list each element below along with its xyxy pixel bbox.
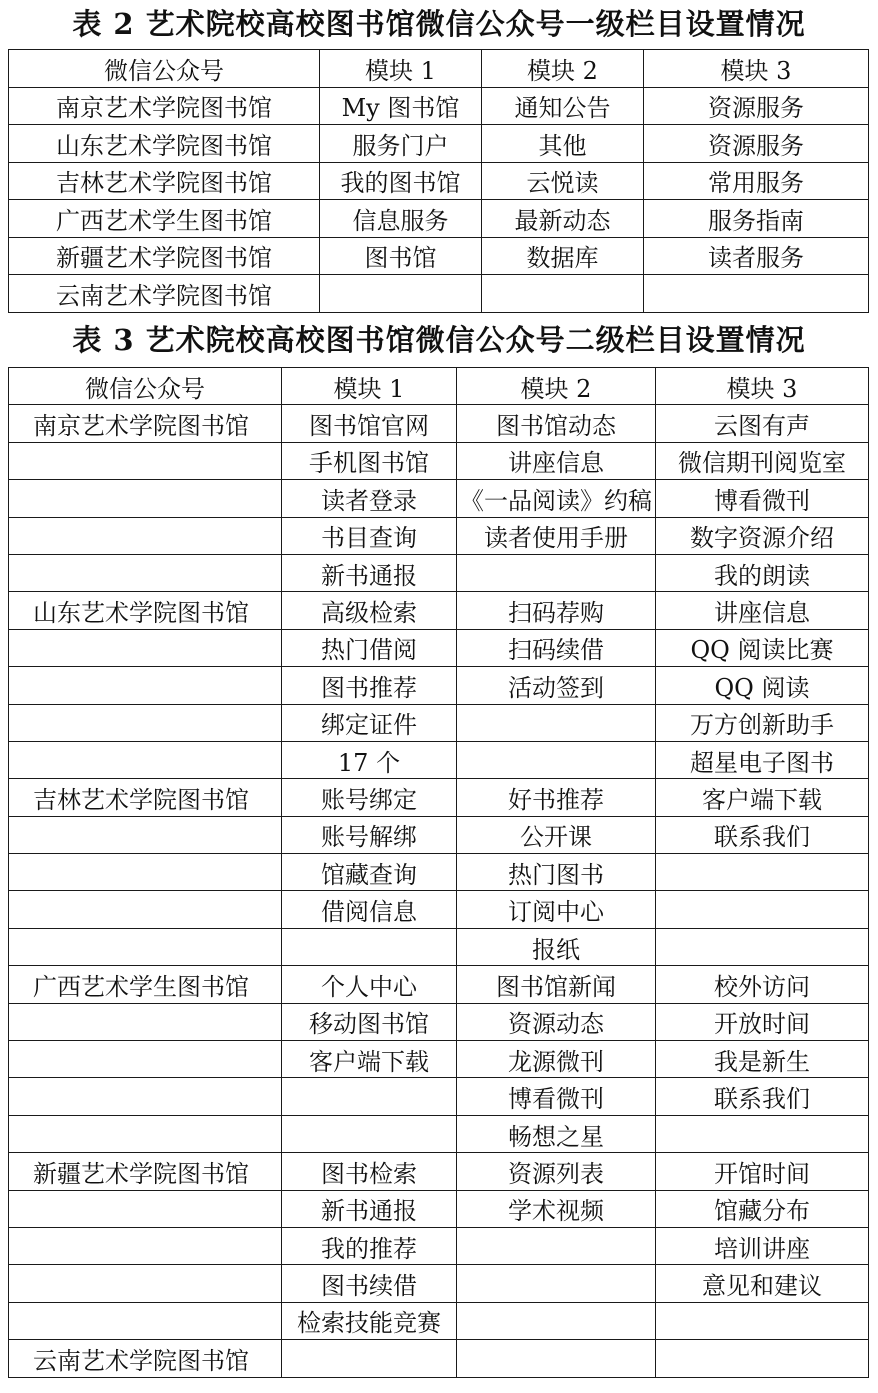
module-cell: 馆藏查询 xyxy=(282,854,457,891)
table2 xyxy=(8,49,869,313)
module-cell: 好书推荐 xyxy=(457,779,656,816)
module-cell: 云图有声 xyxy=(656,405,869,442)
table-row xyxy=(9,704,869,741)
module-cell: 资源服务 xyxy=(644,125,869,163)
account-name-cell: 南京艺术学院图书馆 xyxy=(9,405,282,442)
account-name-cell xyxy=(9,1041,282,1078)
account-name-cell: 广西艺术学生图书馆 xyxy=(9,966,282,1003)
account-name-cell xyxy=(9,1265,282,1302)
account-name-cell: 新疆艺术学院图书馆 xyxy=(9,1153,282,1190)
module-cell: 信息服务 xyxy=(320,200,482,238)
table-row xyxy=(9,162,869,200)
module-cell: 联系我们 xyxy=(656,1078,869,1115)
table3-header-cell: 模块 1 xyxy=(282,368,457,405)
table2-header-cell: 模块 3 xyxy=(644,50,869,88)
module-cell: 讲座信息 xyxy=(457,442,656,479)
module-cell: 培训讲座 xyxy=(656,1227,869,1264)
table-row xyxy=(9,1265,869,1302)
table3 xyxy=(8,367,869,1378)
module-cell: 图书续借 xyxy=(282,1265,457,1302)
module-cell: 讲座信息 xyxy=(656,592,869,629)
table2-caption: 表 2 艺术院校高校图书馆微信公众号一级栏目设置情况 xyxy=(72,7,806,41)
table-row xyxy=(9,1153,869,1190)
table-row xyxy=(9,592,869,629)
module-cell: 图书馆新闻 xyxy=(457,966,656,1003)
module-cell: 书目查询 xyxy=(282,517,457,554)
module-cell: 客户端下载 xyxy=(656,779,869,816)
module-cell: 博看微刊 xyxy=(457,1078,656,1115)
table-row xyxy=(9,1041,869,1078)
module-cell xyxy=(457,1340,656,1377)
module-cell xyxy=(282,1340,457,1377)
module-cell xyxy=(457,741,656,778)
module-cell: 我是新生 xyxy=(656,1041,869,1078)
table2-header-cell: 模块 1 xyxy=(320,50,482,88)
module-cell xyxy=(282,928,457,965)
module-cell xyxy=(656,854,869,891)
table-row xyxy=(9,1115,869,1152)
module-cell: 活动签到 xyxy=(457,667,656,704)
module-cell: 资源动态 xyxy=(457,1003,656,1040)
module-cell: 客户端下载 xyxy=(282,1041,457,1078)
module-cell: 微信期刊阅览室 xyxy=(656,442,869,479)
table-row xyxy=(9,87,869,125)
module-cell: 订阅中心 xyxy=(457,891,656,928)
module-cell xyxy=(656,1340,869,1377)
module-cell: 热门图书 xyxy=(457,854,656,891)
module-cell: 扫码续借 xyxy=(457,629,656,666)
module-cell: QQ 阅读比赛 xyxy=(656,629,869,666)
module-cell: 我的朗读 xyxy=(656,554,869,591)
module-cell: 图书馆动态 xyxy=(457,405,656,442)
module-cell: 博看微刊 xyxy=(656,480,869,517)
table-row xyxy=(9,928,869,965)
module-cell: 开放时间 xyxy=(656,1003,869,1040)
table-row xyxy=(9,442,869,479)
module-cell: 数字资源介绍 xyxy=(656,517,869,554)
module-cell: 服务指南 xyxy=(644,200,869,238)
module-cell: 学术视频 xyxy=(457,1190,656,1227)
table-row xyxy=(9,1302,869,1339)
module-cell: 图书馆 xyxy=(320,237,482,275)
table-row xyxy=(9,667,869,704)
module-cell: 畅想之星 xyxy=(457,1115,656,1152)
table-row xyxy=(9,480,869,517)
account-name-cell xyxy=(9,442,282,479)
table-row xyxy=(9,275,869,313)
account-name-cell: 新疆艺术学院图书馆 xyxy=(9,237,320,275)
module-cell xyxy=(457,1265,656,1302)
table-row xyxy=(9,891,869,928)
module-cell: 万方创新助手 xyxy=(656,704,869,741)
account-name-cell: 吉林艺术学院图书馆 xyxy=(9,779,282,816)
module-cell: QQ 阅读 xyxy=(656,667,869,704)
module-cell xyxy=(457,1227,656,1264)
table-row xyxy=(9,1340,869,1377)
account-name-cell xyxy=(9,928,282,965)
module-cell: 资源服务 xyxy=(644,87,869,125)
module-cell: 馆藏分布 xyxy=(656,1190,869,1227)
account-name-cell xyxy=(9,480,282,517)
table-row xyxy=(9,966,869,1003)
module-cell: 校外访问 xyxy=(656,966,869,1003)
module-cell: 我的图书馆 xyxy=(320,162,482,200)
module-cell: 借阅信息 xyxy=(282,891,457,928)
table-row xyxy=(9,1190,869,1227)
table-row xyxy=(9,1003,869,1040)
account-name-cell xyxy=(9,1115,282,1152)
account-name-cell xyxy=(9,1078,282,1115)
module-cell: 我的推荐 xyxy=(282,1227,457,1264)
module-cell: 图书推荐 xyxy=(282,667,457,704)
account-name-cell xyxy=(9,816,282,853)
account-name-cell xyxy=(9,741,282,778)
table-row xyxy=(9,1078,869,1115)
table-row xyxy=(9,816,869,853)
account-name-cell xyxy=(9,1227,282,1264)
account-name-cell xyxy=(9,891,282,928)
account-name-cell xyxy=(9,1003,282,1040)
module-cell: 超星电子图书 xyxy=(656,741,869,778)
account-name-cell: 广西艺术学生图书馆 xyxy=(9,200,320,238)
table-row xyxy=(9,405,869,442)
account-name-cell: 云南艺术学院图书馆 xyxy=(9,275,320,313)
account-name-cell xyxy=(9,629,282,666)
table-row xyxy=(9,200,869,238)
module-cell xyxy=(457,1302,656,1339)
module-cell: 绑定证件 xyxy=(282,704,457,741)
module-cell: 《一品阅读》约稿 xyxy=(457,480,656,517)
module-cell xyxy=(656,891,869,928)
module-cell: 报纸 xyxy=(457,928,656,965)
module-cell xyxy=(656,928,869,965)
module-cell xyxy=(282,1115,457,1152)
table-row xyxy=(9,629,869,666)
table-row xyxy=(9,854,869,891)
module-cell: 图书馆官网 xyxy=(282,405,457,442)
table-row xyxy=(9,554,869,591)
module-cell: 常用服务 xyxy=(644,162,869,200)
table3-header-row xyxy=(9,368,869,405)
module-cell: 图书检索 xyxy=(282,1153,457,1190)
module-cell xyxy=(644,275,869,313)
table-row xyxy=(9,125,869,163)
account-name-cell: 山东艺术学院图书馆 xyxy=(9,592,282,629)
table-row xyxy=(9,741,869,778)
table3-header-cell: 模块 2 xyxy=(457,368,656,405)
table2-header-row xyxy=(9,50,869,88)
module-cell: 检索技能竞赛 xyxy=(282,1302,457,1339)
module-cell: 扫码荐购 xyxy=(457,592,656,629)
module-cell xyxy=(656,1115,869,1152)
module-cell: 开馆时间 xyxy=(656,1153,869,1190)
module-cell: 热门借阅 xyxy=(282,629,457,666)
module-cell: 新书通报 xyxy=(282,1190,457,1227)
module-cell xyxy=(457,554,656,591)
module-cell: 服务门户 xyxy=(320,125,482,163)
account-name-cell xyxy=(9,667,282,704)
module-cell: 读者服务 xyxy=(644,237,869,275)
table-row xyxy=(9,517,869,554)
table2-header-cell: 模块 2 xyxy=(482,50,644,88)
account-name-cell xyxy=(9,704,282,741)
module-cell: 17 个 xyxy=(282,741,457,778)
module-cell: 通知公告 xyxy=(482,87,644,125)
account-name-cell: 吉林艺术学院图书馆 xyxy=(9,162,320,200)
account-name-cell: 云南艺术学院图书馆 xyxy=(9,1340,282,1377)
module-cell: My 图书馆 xyxy=(320,87,482,125)
account-name-cell xyxy=(9,1190,282,1227)
table-row xyxy=(9,779,869,816)
account-name-cell xyxy=(9,1302,282,1339)
module-cell: 读者使用手册 xyxy=(457,517,656,554)
table2-header-cell: 微信公众号 xyxy=(9,50,320,88)
module-cell: 最新动态 xyxy=(482,200,644,238)
module-cell: 数据库 xyxy=(482,237,644,275)
module-cell: 其他 xyxy=(482,125,644,163)
module-cell: 公开课 xyxy=(457,816,656,853)
account-name-cell: 山东艺术学院图书馆 xyxy=(9,125,320,163)
module-cell: 资源列表 xyxy=(457,1153,656,1190)
module-cell xyxy=(656,1302,869,1339)
module-cell: 账号解绑 xyxy=(282,816,457,853)
module-cell: 个人中心 xyxy=(282,966,457,1003)
module-cell: 读者登录 xyxy=(282,480,457,517)
account-name-cell xyxy=(9,854,282,891)
module-cell xyxy=(320,275,482,313)
module-cell: 意见和建议 xyxy=(656,1265,869,1302)
module-cell: 龙源微刊 xyxy=(457,1041,656,1078)
module-cell xyxy=(282,1078,457,1115)
table3-header-cell: 微信公众号 xyxy=(9,368,282,405)
account-name-cell xyxy=(9,517,282,554)
account-name-cell: 南京艺术学院图书馆 xyxy=(9,87,320,125)
module-cell: 高级检索 xyxy=(282,592,457,629)
module-cell: 联系我们 xyxy=(656,816,869,853)
account-name-cell xyxy=(9,554,282,591)
module-cell: 手机图书馆 xyxy=(282,442,457,479)
table-row xyxy=(9,1227,869,1264)
table3-header-cell: 模块 3 xyxy=(656,368,869,405)
module-cell: 移动图书馆 xyxy=(282,1003,457,1040)
table3-caption: 表 3 艺术院校高校图书馆微信公众号二级栏目设置情况 xyxy=(72,323,806,357)
module-cell xyxy=(482,275,644,313)
module-cell: 新书通报 xyxy=(282,554,457,591)
module-cell: 云悦读 xyxy=(482,162,644,200)
module-cell: 账号绑定 xyxy=(282,779,457,816)
table-row xyxy=(9,237,869,275)
module-cell xyxy=(457,704,656,741)
